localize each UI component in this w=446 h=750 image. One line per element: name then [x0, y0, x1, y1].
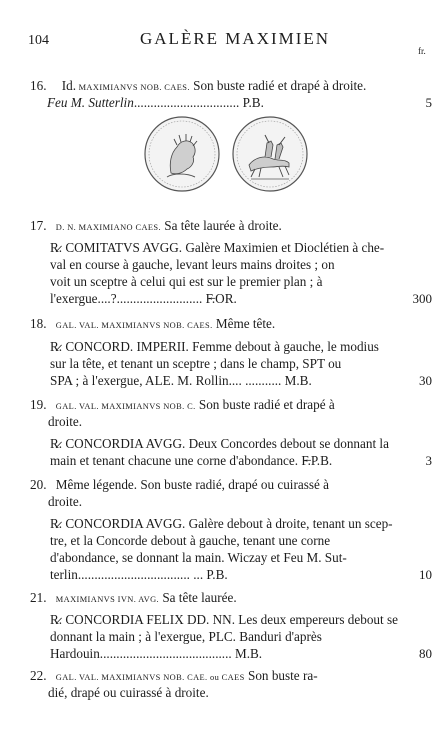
entry-22-obverse: 22. GAL. VAL. MAXIMIANVS NOB. CAE. ou CAES Son buste ra-: [30, 668, 318, 683]
reverse-mark: R̷.: [50, 240, 63, 255]
entry-21-reverse-2: donnant la main ; à l'exergue, PLC. Banduri d'après: [50, 629, 322, 644]
entry-19-obverse-cont: droite.: [48, 414, 83, 429]
coin-reverse-image: [231, 115, 309, 193]
entry-22-obverse-cont: dié, drapé ou cuirassé à droite.: [48, 685, 209, 700]
page-title: GALÈRE MAXIMIEN: [140, 29, 331, 48]
entry-19-reverse-2: main et tenant chacune une corne d'abondance. F̶.P.B.: [50, 453, 333, 468]
entry-17-reverse-2: val en course à gauche, levant leurs mains droites ; on: [50, 257, 335, 272]
entry-value: 10: [419, 567, 432, 582]
entry-19-obverse: 19. GAL. VAL. MAXIMIANVS NOB. C. Son buste radié et drapé à: [30, 397, 335, 412]
entry-20-reverse-3: d'abondance, se donnant la main. Wiczay et Feu M. Sut-: [50, 550, 347, 565]
entry-21-reverse-3: Hardouin........................................ M.B.: [50, 646, 263, 661]
entry-number: 16.: [30, 78, 47, 93]
entry-18-reverse-3: SPA ; à l'exergue, ALE. M. Rollin.... ........... M.B.: [50, 373, 312, 388]
entry-21-reverse-1: R̷. CONCORDIA FELIX DD. NN. Les deux empereurs debout se: [50, 612, 398, 627]
entry-21-obverse: 21. MAXIMIANVS IVN. AVG. Sa tête laurée.: [30, 590, 237, 605]
coin-obverse-image: [143, 115, 221, 193]
entry-value: 3: [425, 453, 432, 468]
entry-16-line-1: 16. Id. MAXIMIANVS NOB. CAES. Son buste radié et drapé à droite.: [30, 78, 367, 93]
entry-20-obverse-cont: droite.: [48, 494, 83, 509]
entry-20-reverse-4: terlin.................................. ... P.B.: [50, 567, 228, 582]
entry-20-obverse: 20. Même légende. Son buste radié, drapé ou cuirassé à: [30, 477, 329, 492]
entry-18-reverse-2: sur la tête, et tenant un sceptre ; dans le champ, SPT ou: [50, 356, 342, 371]
entry-value: 80: [419, 646, 432, 661]
entry-19-reverse-1: R̷. CONCORDIA AVGG. Deux Concordes debout se donnant la: [50, 436, 389, 451]
entry-18-reverse-1: R̷. CONCORD. IMPERII. Femme debout à gauche, le modius: [50, 339, 379, 354]
entry-17-reverse-4: l'exergue....?.......................... F̶.OR.: [50, 291, 237, 306]
entry-18-obverse: 18. GAL. VAL. MAXIMIANVS NOB. CAES. Même tête.: [30, 316, 276, 331]
entry-value: 5: [425, 95, 432, 110]
entry-16-line-2: Feu M. Sutterlin................................ P.B.: [47, 95, 264, 110]
entry-17-reverse-3: voit un sceptre à celui qui est sur le premier plan ; à: [50, 274, 323, 289]
entry-20-reverse-1: R̷. CONCORDIA AVGG. Galère debout à droite, tenant un scep-: [50, 516, 393, 531]
entry-17-obverse: 17. D. N. MAXIMIANO CAES. Sa tête laurée à droite.: [30, 218, 282, 233]
page-number: 104: [28, 33, 49, 48]
entry-value: 300: [412, 291, 432, 306]
entry-20-reverse-2: tre, et la Concorde debout à gauche, tenant une corne: [50, 533, 331, 548]
entry-value: 30: [419, 373, 432, 388]
currency-abbr: fr.: [418, 46, 426, 56]
entry-17-reverse-1: R̷. COMITATVS AVGG. Galère Maximien et Dioclétien à che-: [50, 240, 385, 255]
